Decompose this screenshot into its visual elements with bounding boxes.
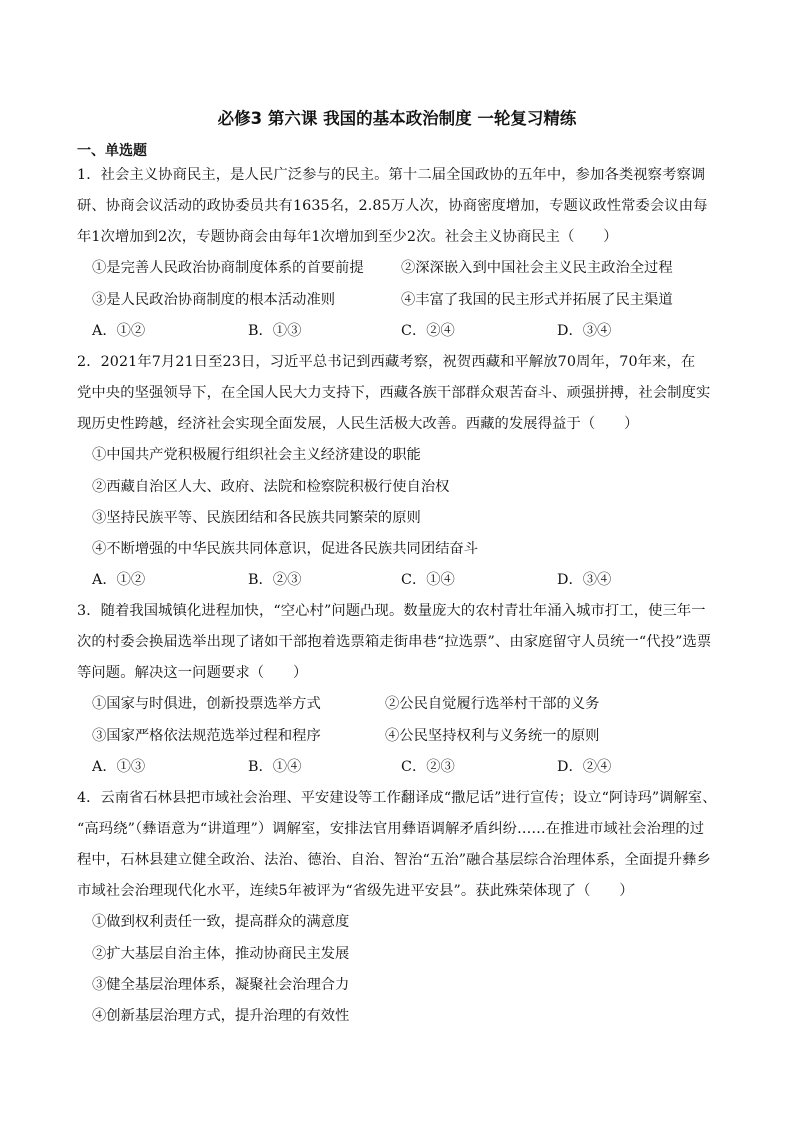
question-3-line-1: 3．随着我国城镇化进程加快，“空心村”问题凸现。数量庞大的农村青壮年涌入城市打工，使三年一	[77, 603, 706, 619]
question-2-option-3: ③坚持民族平等、民族团结和各民族共同繁荣的原则	[92, 510, 421, 526]
question-4-option-3: ③健全基层治理体系，凝聚社会治理合力	[92, 977, 350, 993]
question-2-line-1: 2．2021年7月21日至23日，习近平总书记到西藏考察，祝贺西藏和平解放70周年，70年来，在	[77, 354, 696, 370]
question-2-option-1: ①中国共产党积极履行组织社会主义经济建设的职能	[92, 447, 421, 463]
question-3-answer-c: C．②③	[401, 759, 455, 775]
question-2-answer-c: C．①④	[401, 572, 455, 588]
question-3-line-3: 等问题。解决这一问题要求（ ）	[77, 665, 308, 681]
question-1-line-1: 1．社会主义协商民主，是人民广泛参与的民主。第十二届全国政协的五年中，参加各类视察考察调	[77, 167, 706, 183]
question-1-answer-a: A．①②	[92, 323, 146, 339]
question-4-line-3: 程中，石林县建立健全政治、法治、德治、自治、智治“五治”融合基层综合治理体系，全面提升彝乡	[77, 852, 711, 868]
question-4-option-1: ①做到权利责任一致，提高群众的满意度	[92, 914, 350, 930]
page-title: 必修3 第六课 我国的基本政治制度 一轮复习精练	[217, 109, 577, 128]
question-2-line-2: 党中央的坚强领导下，在全国人民大力支持下，西藏各族干部群众艰苦奋斗、顽强拼搏，社会制度实	[77, 385, 711, 401]
question-1-line-3: 年1次增加到2次，专题协商会由每年1次增加到至少2次。社会主义协商民主（ ）	[77, 229, 618, 245]
question-1-option-4: ④丰富了我国的民主形式并拓展了民主渠道	[401, 292, 673, 308]
question-2-answer-b: B．②③	[248, 572, 302, 588]
question-4-line-1: 4．云南省石林县把市域社会治理、平安建设等工作翻译成“撒尼话”进行宣传；设立“阿诗玛”调解室、	[77, 790, 717, 806]
question-4-line-4: 市域社会治理现代化水平，连续5年被评为“省级先进平安县”。获此殊荣体现了（ ）	[77, 883, 634, 899]
question-4-line-2: “高玛绕”（彝语意为“讲道理”）调解室，安排法官用彝语调解矛盾纠纷……在推进市域社会治理的过	[77, 821, 705, 837]
question-1-option-1: ①是完善人民政治协商制度体系的首要前提	[92, 260, 364, 276]
question-2-option-4: ④不断增强的中华民族共同体意识，促进各民族共同团结奋斗	[92, 541, 479, 557]
question-3-option-3: ③国家严格依法规范选举过程和程序	[92, 728, 321, 744]
question-1-line-2: 研、协商会议活动的政协委员共有1635名，2.85万人次，协商密度增加，专题议政性常委会议由每	[77, 198, 708, 214]
question-3-option-1: ①国家与时俱进，创新投票选举方式	[92, 696, 321, 712]
question-3-answer-a: A．①③	[92, 759, 146, 775]
question-2-answer-d: D．③④	[557, 572, 612, 588]
question-3-line-2: 次的村委会换届选举出现了诸如干部抱着选票箱走街串巷“拉选票”、由家庭留守人员统一“代投”选票	[77, 634, 712, 650]
section-heading: 一、单选题	[77, 143, 147, 159]
question-2-answer-a: A．①②	[92, 572, 146, 588]
question-1-option-3: ③是人民政治协商制度的根本活动准则	[92, 292, 336, 308]
question-1-answer-d: D．③④	[557, 323, 612, 339]
question-2-option-2: ②西藏自治区人大、政府、法院和检察院积极行使自治权	[92, 479, 450, 495]
question-4-option-4: ④创新基层治理方式，提升治理的有效性	[92, 1008, 350, 1024]
question-3-option-2: ②公民自觉履行选举村干部的义务	[385, 696, 600, 712]
question-4-option-2: ②扩大基层自治主体，推动协商民主发展	[92, 946, 350, 962]
question-1-answer-b: B．①③	[248, 323, 302, 339]
question-1-option-2: ②深深嵌入到中国社会主义民主政治全过程	[401, 260, 673, 276]
question-3-option-4: ④公民坚持权利与义务统一的原则	[385, 728, 600, 744]
question-2-line-3: 现历史性跨越，经济社会实现全面发展，人民生活极大改善。西藏的发展得益于（ ）	[77, 416, 639, 432]
question-3-answer-d: D．②④	[557, 759, 612, 775]
question-3-answer-b: B．①④	[248, 759, 302, 775]
question-1-answer-c: C．②④	[401, 323, 455, 339]
